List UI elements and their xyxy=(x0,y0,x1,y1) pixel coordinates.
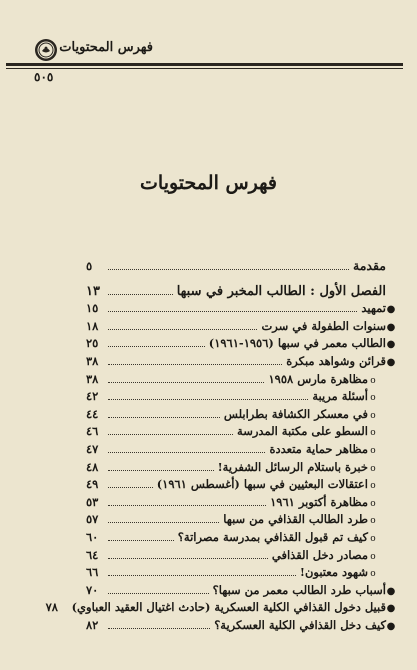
toc-entry-text: مقدمة xyxy=(353,258,386,273)
toc-entry xyxy=(86,618,396,636)
dot-leader xyxy=(108,549,268,559)
hollow-bullet-icon: o xyxy=(370,393,376,404)
hollow-bullet-icon: o xyxy=(370,445,376,456)
dot-leader xyxy=(108,302,357,312)
toc-entry-text: السطو على مكتبة المدرسة xyxy=(237,424,368,439)
toc-entry xyxy=(86,495,396,513)
toc-entry-page: ١٥ xyxy=(86,301,99,316)
toc-entry xyxy=(86,477,396,495)
toc-entry-page: ٥ xyxy=(86,259,93,273)
toc-entry-text: قبيل دخول القذافي الكلية العسكرية (حادث اغتيال العقيد العباوي) xyxy=(71,600,386,615)
toc-entry-text: طرد الطالب القذافي من سبها xyxy=(223,512,368,527)
toc-entry xyxy=(86,354,396,372)
toc-entry-page: ٥٧ xyxy=(86,512,99,527)
toc-entry xyxy=(86,460,396,478)
toc-entry-page: ٧٠ xyxy=(86,582,99,597)
dot-leader xyxy=(108,355,282,365)
toc-entry xyxy=(86,319,396,337)
dot-leader xyxy=(108,337,205,347)
dot-leader xyxy=(108,373,264,383)
toc-entry-text: قرائن وشواهد مبكرة xyxy=(286,353,386,368)
bullet-icon: ● xyxy=(386,321,396,333)
dot-leader xyxy=(108,584,209,594)
toc-entry-text: مظاهر حماية متعددة xyxy=(269,441,368,456)
bullet-icon: ● xyxy=(386,585,396,597)
toc-entry xyxy=(86,565,396,583)
toc-entry-text: اعتقالات البعثيين في سبها (أغسطس ١٩٦١) xyxy=(156,477,368,492)
dot-leader xyxy=(108,260,349,270)
bullet-icon: ● xyxy=(386,304,396,316)
dot-leader xyxy=(108,531,174,541)
toc-entry-page: ٦٦ xyxy=(86,565,99,580)
hollow-bullet-icon: o xyxy=(370,428,376,439)
toc-entry xyxy=(86,548,396,566)
dot-leader xyxy=(108,320,257,330)
bullet-icon: ● xyxy=(386,603,396,615)
toc-entry-page: ٤٧ xyxy=(86,441,99,456)
toc-entry xyxy=(86,530,396,548)
toc-entries xyxy=(45,258,396,635)
toc-entry-page: ٥٣ xyxy=(86,494,99,509)
dot-leader xyxy=(108,619,210,629)
hollow-bullet-icon: o xyxy=(370,410,376,421)
toc-entry xyxy=(86,407,396,425)
toc-entry xyxy=(86,424,396,442)
running-header-title: فهرس المحتويات xyxy=(59,40,153,55)
toc-entry-page: ٧٨ xyxy=(45,600,58,615)
toc-entry-page: ٢٥ xyxy=(86,336,99,351)
toc-entry-text: شهود معتبون! xyxy=(299,565,368,580)
hollow-bullet-icon: o xyxy=(370,498,376,509)
toc-entry-text: الفصل الأول : الطالب المخبر في سبها xyxy=(176,283,386,299)
toc-entry-text: مظاهرة أكتوبر ١٩٦١ xyxy=(270,494,368,509)
bullet-icon: ● xyxy=(386,339,396,351)
hollow-bullet-icon: o xyxy=(370,375,376,386)
hollow-bullet-icon: o xyxy=(370,516,376,527)
toc-entry-page: ١٨ xyxy=(86,318,99,333)
dot-leader xyxy=(108,513,219,523)
toc-entry xyxy=(86,583,396,601)
toc-entry-page: ٦٤ xyxy=(86,547,99,562)
toc-entry xyxy=(86,336,396,354)
toc-entry-page: ٣٨ xyxy=(86,353,99,368)
hollow-bullet-icon: o xyxy=(370,481,376,492)
hollow-bullet-icon: o xyxy=(370,569,376,580)
dot-leader xyxy=(108,390,308,400)
toc-entry-text: خبرة باستلام الرسائل الشفرية! xyxy=(217,459,368,474)
toc-entry-page: ٤٤ xyxy=(86,406,99,421)
toc-title: فهرس المحتويات xyxy=(140,172,277,194)
dot-leader xyxy=(108,461,214,471)
dot-leader xyxy=(108,443,265,453)
toc-entry xyxy=(86,389,396,407)
toc-entry-page: ٤٨ xyxy=(86,459,99,474)
toc-entry-text: سنوات الطفولة في سرت xyxy=(261,318,386,333)
bullet-icon: ● xyxy=(386,356,396,368)
toc-entry-page: ١٣ xyxy=(86,283,100,299)
toc-entry xyxy=(86,512,396,530)
toc-entry-text: أسباب طرد الطالب معمر من سبها؟ xyxy=(212,582,386,597)
toc-entry-page: ٤٦ xyxy=(86,424,99,439)
bullet-icon: ● xyxy=(386,620,396,632)
dot-leader xyxy=(108,566,296,576)
toc-entry-text: أسئلة مريبة xyxy=(312,389,368,404)
toc-entry-text: كيف دخل القذافي الكلية العسكرية؟ xyxy=(214,617,386,632)
running-header xyxy=(6,38,403,60)
toc-entry xyxy=(86,372,396,390)
toc-entry xyxy=(45,600,396,618)
header-rule-thin xyxy=(6,68,403,69)
hollow-bullet-icon: o xyxy=(370,463,376,474)
toc-entry-text: تمهيد xyxy=(361,301,386,316)
toc-entry-text: الطالب معمر في سبها (١٩٥٦-١٩٦١) xyxy=(208,336,386,351)
dot-leader xyxy=(108,285,173,295)
toc-entry xyxy=(86,301,396,319)
toc-entry-page: ٤٢ xyxy=(86,389,99,404)
toc-entry-page: ٦٠ xyxy=(86,529,99,544)
page-number: ٥٠٥ xyxy=(34,70,54,84)
toc-entry xyxy=(86,258,396,276)
toc-entry-page: ٨٢ xyxy=(86,617,99,632)
toc-entry-text: كيف تم قبول القذافي بمدرسة مصراتة؟ xyxy=(177,529,368,544)
toc-entry-text: في معسكر الكشافة بطرابلس xyxy=(223,406,368,421)
toc-entry xyxy=(86,442,396,460)
dot-leader xyxy=(108,478,153,488)
toc-entry-text: مصادر دخل القذافي xyxy=(271,547,368,562)
toc-entry-page: ٣٨ xyxy=(86,371,99,386)
toc-entry-text: مظاهرة مارس ١٩٥٨ xyxy=(268,371,368,386)
dot-leader xyxy=(108,496,266,506)
hollow-bullet-icon: o xyxy=(370,533,376,544)
seal-emblem-icon xyxy=(34,38,58,62)
dot-leader xyxy=(108,408,220,418)
dot-leader xyxy=(108,425,233,435)
toc-entry-page: ٤٩ xyxy=(86,477,99,492)
hollow-bullet-icon: o xyxy=(370,551,376,562)
toc-entry xyxy=(86,284,396,302)
header-rule-thick xyxy=(6,63,403,66)
